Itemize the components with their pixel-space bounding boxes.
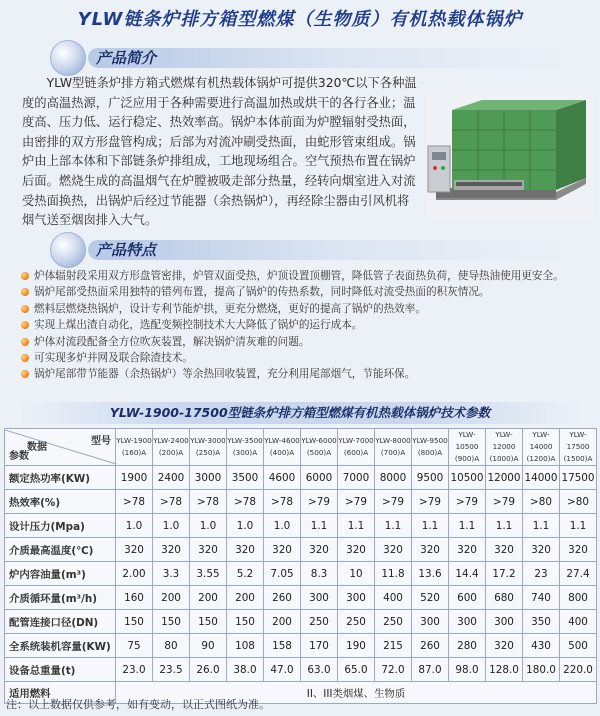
model-header-cell [449, 429, 486, 466]
value-cell: 520 [412, 586, 449, 610]
value-cell: 740 [523, 586, 560, 610]
table-row [5, 586, 597, 610]
value-cell: 320 [338, 538, 375, 562]
list-item: 锅炉尾部带节能器（余热锅炉）等余热回收装置，充分利用尾部烟气，节能环保。 [20, 366, 590, 382]
value-cell: 320 [116, 538, 153, 562]
value-cell: 320 [412, 538, 449, 562]
value-cell: 350 [523, 610, 560, 634]
value-cell: 1.1 [523, 514, 560, 538]
param-cell: 适用燃料 [5, 682, 116, 704]
model-code: (800)A [417, 448, 443, 457]
page-title: YLW链条炉排方箱型燃煤（生物质）有机热载体锅炉 [77, 9, 523, 30]
value-cell: 98.0 [449, 658, 486, 682]
value-cell: 75 [116, 634, 153, 658]
value-cell: 8000 [375, 466, 412, 490]
model-header-cell [190, 429, 227, 466]
value-cell: 180.0 [523, 658, 560, 682]
param-cell: 炉内容油量(m³) [5, 562, 116, 586]
value-cell: 23.5 [153, 658, 190, 682]
value-cell: 200 [227, 586, 264, 610]
param-cell: 介质循环量(m³/h) [5, 586, 116, 610]
value-cell: 3.55 [190, 562, 227, 586]
model-code: (700)A [380, 448, 406, 457]
value-cell: 1.1 [338, 514, 375, 538]
model-name: YLW-4600 [264, 436, 300, 445]
model-name: YLW-7000 [338, 436, 374, 445]
intro-heading: 产品简介 [96, 49, 157, 67]
value-cell: 1.0 [116, 514, 153, 538]
value-cell: 260 [412, 634, 449, 658]
value-cell: 10500 [449, 466, 486, 490]
value-cell: 600 [449, 586, 486, 610]
param-cell: 设计压力(Mpa) [5, 514, 116, 538]
value-cell: 1.0 [227, 514, 264, 538]
value-cell: 3000 [190, 466, 227, 490]
value-cell: 320 [153, 538, 190, 562]
value-cell: 8.3 [301, 562, 338, 586]
corner-data-label: 数据 [27, 442, 47, 453]
value-cell: 1900 [116, 466, 153, 490]
model-code: (1000)A [489, 454, 519, 463]
model-header-cell [560, 429, 597, 466]
value-cell: 7.05 [264, 562, 301, 586]
list-item: 可实现多炉并网及联合除渣技术。 [20, 350, 590, 366]
value-cell: 150 [190, 610, 227, 634]
param-cell: 热效率(%) [5, 490, 116, 514]
model-header-cell [412, 429, 449, 466]
value-cell: 47.0 [264, 658, 301, 682]
value-cell: 1.0 [264, 514, 301, 538]
model-name: YLW-2400 [153, 436, 189, 445]
value-cell: 14000 [523, 466, 560, 490]
value-cell: 1.1 [486, 514, 523, 538]
model-name: YLW-10500 [455, 430, 479, 451]
bullet-dot-icon [21, 288, 29, 296]
value-cell: 400 [560, 610, 597, 634]
value-cell: 1.1 [301, 514, 338, 538]
value-cell: 300 [301, 586, 338, 610]
table-row [5, 490, 597, 514]
value-cell: 250 [301, 610, 338, 634]
table-header-row [5, 429, 597, 466]
value-cell: 72.0 [375, 658, 412, 682]
value-cell: 17500 [560, 466, 597, 490]
features-heading: 产品特点 [96, 241, 157, 259]
model-code: (900)A [454, 454, 480, 463]
features-list [20, 268, 590, 383]
value-cell: 320 [523, 538, 560, 562]
value-cell: 500 [560, 634, 597, 658]
model-header-cell [264, 429, 301, 466]
value-cell: 1.1 [412, 514, 449, 538]
value-cell: 320 [264, 538, 301, 562]
value-cell: 7000 [338, 466, 375, 490]
value-cell: >78 [153, 490, 190, 514]
model-code: (500)A [306, 448, 332, 457]
value-cell: 190 [338, 634, 375, 658]
value-cell: 6000 [301, 466, 338, 490]
value-cell: 200 [153, 586, 190, 610]
value-cell: 14.4 [449, 562, 486, 586]
list-item: 燃料层燃烧热锅炉，设计专利节能炉拱，更充分燃烧，更好的提高了锅炉的热效率。 [20, 301, 590, 317]
table-row [5, 634, 597, 658]
section-header-disc [50, 40, 86, 76]
model-code: (400)A [269, 448, 295, 457]
value-cell: 320 [486, 634, 523, 658]
bullet-dot-icon [21, 272, 29, 280]
value-cell: 150 [153, 610, 190, 634]
value-cell: 63.0 [301, 658, 338, 682]
value-cell: 80 [153, 634, 190, 658]
value-cell: 3.3 [153, 562, 190, 586]
model-code: (600)A [343, 448, 369, 457]
value-cell: 320 [375, 538, 412, 562]
value-cell: 200 [190, 586, 227, 610]
value-cell: 87.0 [412, 658, 449, 682]
bullet-dot-icon [21, 354, 29, 362]
value-cell: 5.2 [227, 562, 264, 586]
value-cell: >80 [523, 490, 560, 514]
value-cell: 23.0 [116, 658, 153, 682]
param-cell: 介质最高温度(℃) [5, 538, 116, 562]
value-cell: 13.6 [412, 562, 449, 586]
value-cell: 2400 [153, 466, 190, 490]
intro-section-header [50, 44, 570, 70]
value-cell: 27.4 [560, 562, 597, 586]
value-cell: 320 [560, 538, 597, 562]
value-cell: 215 [375, 634, 412, 658]
model-header-cell [338, 429, 375, 466]
value-cell: 280 [449, 634, 486, 658]
table-row [5, 466, 597, 490]
param-cell: 全系统装机容量(KW) [5, 634, 116, 658]
model-name: YLW-12000 [492, 430, 516, 451]
model-name: YLW-3500 [227, 436, 263, 445]
section-header-bar [88, 48, 568, 68]
value-cell: 320 [190, 538, 227, 562]
value-cell: 1.1 [375, 514, 412, 538]
list-item: 炉体对流段配备全方位吹灰装置，解决锅炉清灰难的问题。 [20, 334, 590, 350]
value-cell: 200 [264, 610, 301, 634]
value-cell: 128.0 [486, 658, 523, 682]
bullet-dot-icon [21, 305, 29, 313]
features-section-header [50, 236, 570, 262]
table-row [5, 538, 597, 562]
model-code: (200)A [158, 448, 184, 457]
list-item: 锅炉尾部受热面采用独特的错列布置，提高了锅炉的传热系数，同时降低对流受热面的积灰情况。 [20, 284, 590, 300]
value-cell: 250 [338, 610, 375, 634]
model-name: YLW-3000 [190, 436, 226, 445]
bullet-dot-icon [21, 321, 29, 329]
value-cell: 320 [486, 538, 523, 562]
value-cell: 320 [301, 538, 338, 562]
value-cell: 108 [227, 634, 264, 658]
value-cell: >78 [190, 490, 227, 514]
value-cell: >78 [116, 490, 153, 514]
value-cell: 1.0 [190, 514, 227, 538]
value-cell: 300 [486, 610, 523, 634]
value-cell: 3500 [227, 466, 264, 490]
model-name: YLW-14000 [529, 430, 553, 451]
value-cell: >79 [449, 490, 486, 514]
value-cell: 220.0 [560, 658, 597, 682]
fuel-value-cell: II、III类烟煤、生物质 [116, 682, 597, 704]
table-row [5, 610, 597, 634]
value-cell: 1.1 [449, 514, 486, 538]
value-cell: 160 [116, 586, 153, 610]
value-cell: 1.1 [560, 514, 597, 538]
value-cell: 150 [227, 610, 264, 634]
model-name: YLW-6000 [301, 436, 337, 445]
model-header-cell [227, 429, 264, 466]
corner-model-label: 型号 [91, 436, 111, 447]
model-name: YLW-8000 [375, 436, 411, 445]
value-cell: 170 [301, 634, 338, 658]
model-code: (1200)A [526, 454, 556, 463]
value-cell: 2.00 [116, 562, 153, 586]
model-header-cell [523, 429, 560, 466]
model-code: (160)A [121, 448, 147, 457]
value-cell: >79 [301, 490, 338, 514]
value-cell: 300 [412, 610, 449, 634]
value-cell: 300 [338, 586, 375, 610]
value-cell: 90 [190, 634, 227, 658]
value-cell: 260 [264, 586, 301, 610]
value-cell: 4600 [264, 466, 301, 490]
value-cell: 23 [523, 562, 560, 586]
value-cell: 400 [375, 586, 412, 610]
value-cell: >78 [264, 490, 301, 514]
value-cell: 11.8 [375, 562, 412, 586]
value-cell: 26.0 [190, 658, 227, 682]
value-cell: 9500 [412, 466, 449, 490]
value-cell: 38.0 [227, 658, 264, 682]
value-cell: 65.0 [338, 658, 375, 682]
model-header-cell [486, 429, 523, 466]
param-cell: 配管连接口径(DN) [5, 610, 116, 634]
model-header-cell [153, 429, 190, 466]
value-cell: 430 [523, 634, 560, 658]
value-cell: >79 [375, 490, 412, 514]
model-name: YLW-9500 [412, 436, 448, 445]
value-cell: 250 [375, 610, 412, 634]
param-cell: 设备总重量(t) [5, 658, 116, 682]
value-cell: 12000 [486, 466, 523, 490]
model-header-cell [301, 429, 338, 466]
model-code: (1500)A [563, 454, 593, 463]
table-row [5, 658, 597, 682]
spec-table-title: YLW-1900-17500型链条炉排方箱型燃煤有机热载体锅炉技术参数 [109, 405, 491, 420]
value-cell: >79 [412, 490, 449, 514]
section-header-bar [88, 240, 568, 260]
value-cell: >78 [227, 490, 264, 514]
value-cell: 150 [116, 610, 153, 634]
list-item: 炉体辐射段采用双方形盘管密排，炉管双面受热，炉顶设置顶棚管，降低管子表面热负荷，使导热油使用更安全。 [20, 268, 590, 284]
param-cell: 额定热功率(KW) [5, 466, 116, 490]
model-code: (300)A [232, 448, 258, 457]
corner-cell [5, 429, 116, 466]
value-cell: 680 [486, 586, 523, 610]
value-cell: 10 [338, 562, 375, 586]
table-row [5, 514, 597, 538]
corner-param-label: 参数 [9, 451, 29, 462]
list-item: 实现上煤出渣自动化，选配变频控制技术大大降低了锅炉的运行成本。 [20, 317, 590, 333]
spec-table [4, 428, 597, 704]
value-cell: >79 [486, 490, 523, 514]
intro-paragraph: YLW型链条炉排方箱式燃煤有机热载体锅炉可提供320℃以下各种温度的高温热源，广泛应用于各种需要进行高温加热或烘干的各行各业；温度高、压力低、运行稳定、热效率高。锅炉本体前面为炉膛辐射受热面，由密排的双方形盘管构成；后部为对流冲刷受热面，由蛇形管束组成。锅炉由上部本体和下部链条炉排组成，工地现场组合。空气预热布置在锅炉后面。燃烧生成的高温烟气在炉膛被吸走部分热量，经转向烟室进入对流受热面换热，出锅炉后经过节能器（余热锅炉），再经除尘器由引风机将烟气送至烟囱排入大气。 [22, 76, 417, 228]
value-cell: >79 [338, 490, 375, 514]
boiler-photo [426, 96, 594, 218]
value-cell: 158 [264, 634, 301, 658]
bullet-dot-icon [21, 338, 29, 346]
model-header-cell [116, 429, 153, 466]
model-name: YLW-17500 [566, 430, 590, 451]
value-cell: 1.0 [153, 514, 190, 538]
value-cell: 300 [449, 610, 486, 634]
value-cell: 800 [560, 586, 597, 610]
model-name: YLW-1900 [116, 436, 152, 445]
bullet-dot-icon [21, 370, 29, 378]
value-cell: 320 [227, 538, 264, 562]
model-header-cell [375, 429, 412, 466]
table-row [5, 562, 597, 586]
spec-table-title-bar [18, 402, 582, 424]
model-code: (250)A [195, 448, 221, 457]
footnote: 注：以上数据仅供参考，如有变动，以正式图纸为准。 [6, 698, 270, 711]
value-cell: >80 [560, 490, 597, 514]
value-cell: 320 [449, 538, 486, 562]
section-header-disc [50, 232, 86, 268]
value-cell: 17.2 [486, 562, 523, 586]
